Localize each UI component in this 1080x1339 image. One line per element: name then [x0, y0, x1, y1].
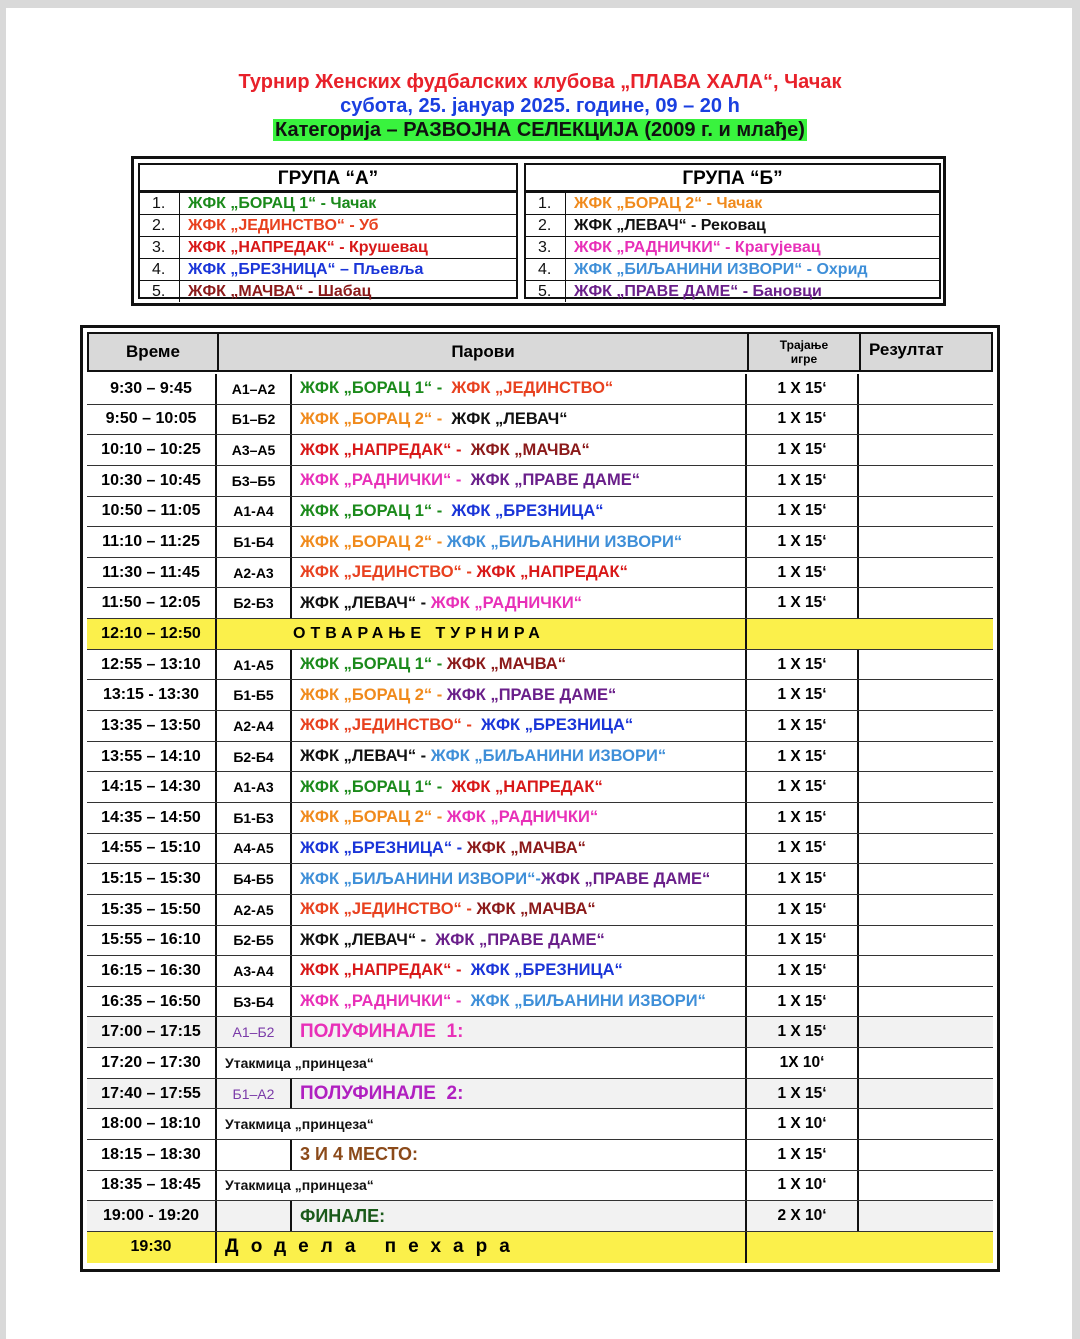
match-code-cell: А1-А3 [217, 772, 292, 802]
pairs-cell [292, 374, 747, 404]
time-cell: 13:35 – 13:50 [87, 711, 217, 741]
time-cell: 10:50 – 11:05 [87, 497, 217, 527]
time-cell: 17:20 – 17:30 [87, 1048, 217, 1078]
table-row [87, 405, 993, 436]
time-cell: 18:00 – 18:10 [87, 1109, 217, 1139]
header-duration [749, 334, 861, 370]
duration-cell: 1 X 15‘ [747, 374, 859, 404]
time-cell: 11:10 – 11:25 [87, 527, 217, 557]
team-number: 5. [526, 281, 566, 302]
team-name: ЖФК „БРЕЗНИЦА“ – Пљевља [188, 261, 424, 278]
header-time: Време [89, 334, 219, 370]
pairs-cell [292, 895, 747, 925]
header-duration-l2: игре [790, 352, 818, 366]
duration-cell: 1 X 15‘ [747, 926, 859, 956]
match-code-cell: Б1-Б3 [217, 803, 292, 833]
match-code-cell: А1–А2 [217, 374, 292, 404]
pairs-cell [292, 834, 747, 864]
team-away: ЖФК „НАПРЕДАК“ [476, 563, 628, 582]
team-name: ЖФК „БИЉАНИНИ ИЗВОРИ“ - Охрид [574, 261, 868, 278]
team-away: ЖФК „МАЧВА“ [466, 838, 586, 857]
pairs-cell [292, 680, 747, 710]
duration-cell: 1 X 15‘ [747, 558, 859, 588]
result-cell [859, 527, 993, 557]
table-row [87, 1048, 993, 1079]
time-cell: 9:30 – 9:45 [87, 374, 217, 404]
pairs-cell [292, 956, 747, 986]
duration-cell: 1 X 15‘ [747, 803, 859, 833]
result-cell [859, 987, 993, 1017]
groups-table [131, 156, 946, 306]
duration-cell: 1 X 15‘ [747, 1079, 859, 1109]
result-cell [859, 742, 993, 772]
table-row [87, 926, 993, 957]
team-away: ЖФК „ПРАВЕ ДАМЕ“ [446, 685, 617, 704]
match-code-cell: А1-А4 [217, 497, 292, 527]
team-name: ЖФК „ЛЕВАЧ“ - Рековац [574, 217, 766, 234]
team-home: ЖФК „БОРАЦ 2“ - [300, 808, 447, 827]
team-home: ЖФК „ЛЕВАЧ“ - [300, 930, 431, 949]
team-home: ЖФК „БИЉАНИНИ ИЗВОРИ“- [300, 869, 541, 888]
table-row [87, 895, 993, 926]
team-name: ЖФК „ЈЕДИНСТВО“ - Уб [188, 217, 379, 234]
table-row [87, 558, 993, 589]
table-row [87, 772, 993, 803]
duration-cell: 1 X 15‘ [747, 1017, 859, 1047]
match-code-cell: Б4-Б5 [217, 864, 292, 894]
result-cell [859, 374, 993, 404]
group-team-row [140, 214, 516, 236]
team-away: ЖФК „ПРАВЕ ДАМЕ“ [430, 930, 605, 949]
pairs-cell [292, 1079, 747, 1109]
team-away: ЖФК „МАЧВА“ [466, 440, 590, 459]
opening-cell: ОТВАРАЊЕ ТУРНИРА [217, 619, 747, 649]
pairs-cell [292, 987, 747, 1017]
team-away: ЖФК „МАЧВА“ [446, 655, 566, 674]
group-a [138, 163, 518, 299]
duration-cell: 1 X 15‘ [747, 650, 859, 680]
match-code-cell: Б1–Б2 [217, 405, 292, 435]
result-cell [859, 895, 993, 925]
time-cell: 15:35 – 15:50 [87, 895, 217, 925]
pairs-cell [292, 497, 747, 527]
table-row [87, 987, 993, 1018]
tournament-date: субота, 25. јануар 2025. године, 09 – 20 h [340, 95, 740, 117]
result-cell [859, 711, 993, 741]
header-result: Резултат [869, 340, 944, 359]
team-away: ЖФК „ПРАВЕ ДАМЕ“ [465, 471, 640, 490]
match-code-cell: Б2-Б5 [217, 926, 292, 956]
duration-cell: 1 X 15‘ [747, 834, 859, 864]
table-row [87, 742, 993, 773]
team-away: ЖФК „БИЉАНИНИ ИЗВОРИ“ [446, 532, 683, 551]
stage-label: ПОЛУФИНАЛЕ 1: [300, 1021, 464, 1043]
result-cell [859, 956, 993, 986]
duration-cell: 1 X 15‘ [747, 742, 859, 772]
time-cell: 18:35 – 18:45 [87, 1171, 217, 1201]
team-away: ЖФК „БРЕЗНИЦА“ [466, 961, 623, 980]
table-row [87, 435, 993, 466]
result-cell [859, 497, 993, 527]
match-code-cell: А4-А5 [217, 834, 292, 864]
stage-label: ПОЛУФИНАЛЕ 2: [300, 1082, 464, 1104]
team-home: ЖФК „НАПРЕДАК“ - [300, 961, 467, 980]
team-away: ЖФК „РАДНИЧКИ“ [430, 593, 583, 612]
team-number: 2. [526, 215, 566, 236]
note-cell: Утакмица „принцеза“ [217, 1048, 747, 1078]
team-home: ЖФК „ЈЕДИНСТВО“ - [300, 900, 477, 919]
table-row [87, 1109, 993, 1140]
team-number: 3. [140, 237, 180, 258]
result-cell [859, 1232, 993, 1263]
pairs-cell [292, 1201, 747, 1231]
time-cell: 12:55 – 13:10 [87, 650, 217, 680]
team-away: ЖФК „БРЕЗНИЦА“ [476, 716, 634, 735]
duration-cell: 1 X 15‘ [747, 987, 859, 1017]
match-code-cell: Б1-Б4 [217, 527, 292, 557]
result-cell [859, 1140, 993, 1170]
team-number: 2. [140, 215, 180, 236]
match-code-cell: А1-А5 [217, 650, 292, 680]
duration-cell: 1 X 15‘ [747, 864, 859, 894]
table-row [87, 588, 993, 619]
group-b-list [526, 193, 939, 302]
team-number: 4. [526, 259, 566, 280]
duration-cell: 1 X 15‘ [747, 956, 859, 986]
team-home: ЖФК „ЈЕДИНСТВО“ - [300, 716, 477, 735]
match-code-cell: Б2-Б3 [217, 588, 292, 618]
duration-cell: 1 X 15‘ [747, 588, 859, 618]
table-row [87, 680, 993, 711]
pairs-cell [292, 772, 747, 802]
result-cell [859, 1109, 993, 1139]
team-number: 4. [140, 259, 180, 280]
pairs-cell [292, 1140, 747, 1170]
pairs-cell [292, 742, 747, 772]
match-code-cell: А3–А5 [217, 435, 292, 465]
table-row [87, 466, 993, 497]
time-cell: 13:15 - 13:30 [87, 680, 217, 710]
group-team-row [526, 193, 939, 214]
category-highlight: Категорија – РАЗВОЈНА СЕЛЕКЦИЈА (2009 г. и млађе) [275, 119, 805, 141]
team-name: ЖФК „БОРАЦ 1“ - Чачак [188, 195, 377, 212]
table-row [87, 619, 993, 650]
table-row [87, 650, 993, 681]
table-row [87, 1171, 993, 1202]
tournament-title: Турнир Женских фудбалских клубова „ПЛАВА ХАЛА“, Чачак [238, 71, 842, 93]
team-home: ЖФК „БОРАЦ 1“ - [300, 655, 447, 674]
result-cell [859, 1048, 993, 1078]
group-a-list [140, 193, 516, 302]
team-home: ЖФК „НАПРЕДАК“ - [300, 440, 467, 459]
team-home: ЖФК „БОРАЦ 2“ - [300, 532, 447, 551]
schedule-rows [87, 374, 993, 1263]
schedule-table [80, 325, 1000, 1272]
team-away: ЖФК „ЈЕДИНСТВО“ [446, 379, 614, 398]
note-cell: Утакмица „принцеза“ [217, 1171, 747, 1201]
duration-cell: 1 X 15‘ [747, 435, 859, 465]
match-code-cell: Б1–А2 [217, 1079, 292, 1109]
team-home: ЖФК „ЛЕВАЧ“ - [300, 593, 431, 612]
group-b [524, 163, 941, 299]
time-cell: 16:35 – 16:50 [87, 987, 217, 1017]
team-home: ЖФК „ЈЕДИНСТВО“ - [300, 563, 477, 582]
time-cell: 9:50 – 10:05 [87, 405, 217, 435]
pairs-cell [292, 558, 747, 588]
time-cell: 15:55 – 16:10 [87, 926, 217, 956]
result-cell [859, 1171, 993, 1201]
table-row [87, 497, 993, 528]
time-cell: 17:40 – 17:55 [87, 1079, 217, 1109]
group-team-row [140, 193, 516, 214]
duration-cell: 1 X 15‘ [747, 1140, 859, 1170]
time-cell: 14:35 – 14:50 [87, 803, 217, 833]
team-name: ЖФК „МАЧВА“ - Шабац [188, 283, 372, 300]
team-away: ЖФК „БИЉАНИНИ ИЗВОРИ“ [465, 992, 706, 1011]
time-cell: 10:30 – 10:45 [87, 466, 217, 496]
stage-label: 3 И 4 МЕСТО: [300, 1144, 419, 1165]
header-duration-l1: Трајање [779, 338, 829, 352]
team-home: ЖФК „БОРАЦ 2“ - [300, 409, 447, 428]
duration-cell: 1X 10‘ [747, 1048, 859, 1078]
group-team-row [526, 258, 939, 280]
pairs-cell [292, 435, 747, 465]
team-name: ЖФК „НАПРЕДАК“ - Крушевац [188, 239, 428, 256]
team-away: ЖФК „ПРАВЕ ДАМЕ“ [540, 869, 711, 888]
pairs-cell [292, 926, 747, 956]
time-cell: 16:15 – 16:30 [87, 956, 217, 986]
pairs-cell [292, 864, 747, 894]
table-row [87, 1140, 993, 1171]
team-away: ЖФК „БИЉАНИНИ ИЗВОРИ“ [430, 747, 667, 765]
team-number: 1. [140, 193, 180, 214]
group-team-row [140, 236, 516, 258]
award-cell: Додела пехара [217, 1232, 747, 1263]
team-name: ЖФК „ПРАВЕ ДАМЕ“ - Бановци [574, 283, 822, 300]
group-team-row [140, 258, 516, 280]
team-name: ЖФК „БОРАЦ 2“ - Чачак [574, 195, 763, 212]
match-code-cell [217, 1201, 292, 1231]
duration-cell: 1 X 15‘ [747, 405, 859, 435]
pairs-cell [292, 711, 747, 741]
result-cell [859, 558, 993, 588]
match-code-cell: А2-А3 [217, 558, 292, 588]
result-cell [859, 588, 993, 618]
match-code-cell [217, 1140, 292, 1170]
time-cell: 19:00 - 19:20 [87, 1201, 217, 1231]
tournament-category [0, 118, 1080, 142]
time-cell: 15:15 – 15:30 [87, 864, 217, 894]
time-cell: 17:00 – 17:15 [87, 1017, 217, 1047]
group-a-title: ГРУПА “А” [140, 165, 516, 193]
time-cell: 11:30 – 11:45 [87, 558, 217, 588]
team-home: ЖФК „РАДНИЧКИ“ - [300, 992, 466, 1011]
duration-cell: 1 X 15‘ [747, 527, 859, 557]
team-home: ЖФК „БОРАЦ 2“ - [300, 685, 447, 704]
match-code-cell: Б3-Б4 [217, 987, 292, 1017]
group-b-title: ГРУПА “Б” [526, 165, 939, 193]
result-cell [859, 803, 993, 833]
duration-cell: 2 X 10‘ [747, 1201, 859, 1231]
time-cell: 13:55 – 14:10 [87, 742, 217, 772]
team-home: ЖФК „ЛЕВАЧ“ - [300, 747, 431, 765]
duration-cell: 1 X 15‘ [747, 711, 859, 741]
result-cell [859, 619, 993, 649]
group-team-row [526, 280, 939, 302]
match-code-cell: А2-А4 [217, 711, 292, 741]
table-row [87, 1232, 993, 1263]
result-cell [859, 926, 993, 956]
match-code-cell: Б3–Б5 [217, 466, 292, 496]
duration-cell: 1 X 15‘ [747, 466, 859, 496]
result-cell [859, 1017, 993, 1047]
table-row [87, 803, 993, 834]
table-row [87, 1201, 993, 1232]
result-cell [859, 435, 993, 465]
header-pairs: Парови [219, 334, 749, 370]
duration-cell [747, 1232, 859, 1263]
duration-cell: 1 X 15‘ [747, 497, 859, 527]
result-cell [859, 1201, 993, 1231]
result-cell [859, 466, 993, 496]
pairs-cell [292, 588, 747, 618]
group-team-row [140, 280, 516, 302]
note-cell: Утакмица „принцеза“ [217, 1109, 747, 1139]
team-away: ЖФК „БРЕЗНИЦА“ [446, 501, 604, 520]
team-number: 1. [526, 193, 566, 214]
team-home: ЖФК „БОРАЦ 1“ - [300, 379, 447, 398]
team-home: ЖФК „БОРАЦ 1“ - [300, 501, 447, 520]
team-away: ЖФК „МАЧВА“ [476, 900, 596, 919]
result-cell [859, 772, 993, 802]
match-code-cell: Б1-Б5 [217, 680, 292, 710]
team-away: ЖФК „РАДНИЧКИ“ [446, 808, 599, 827]
table-row [87, 956, 993, 987]
duration-cell: 1 X 10‘ [747, 1171, 859, 1201]
team-number: 3. [526, 237, 566, 258]
pairs-cell [292, 405, 747, 435]
table-row [87, 864, 993, 895]
duration-cell: 1 X 15‘ [747, 680, 859, 710]
time-cell: 18:15 – 18:30 [87, 1140, 217, 1170]
match-code-cell: Б2-Б4 [217, 742, 292, 772]
table-row [87, 1017, 993, 1048]
pairs-cell [292, 1017, 747, 1047]
schedule-header [87, 332, 993, 372]
time-cell: 14:15 – 14:30 [87, 772, 217, 802]
team-away: ЖФК „НАПРЕДАК“ [446, 777, 603, 796]
team-number: 5. [140, 281, 180, 302]
table-row [87, 834, 993, 865]
pairs-cell [292, 803, 747, 833]
table-row [87, 711, 993, 742]
time-cell: 14:55 – 15:10 [87, 834, 217, 864]
result-cell [859, 405, 993, 435]
time-cell: 11:50 – 12:05 [87, 588, 217, 618]
group-team-row [526, 214, 939, 236]
result-cell [859, 650, 993, 680]
team-home: ЖФК „БРЕЗНИЦА“ - [300, 838, 467, 857]
pairs-cell [292, 466, 747, 496]
duration-cell [747, 619, 859, 649]
team-home: ЖФК „БОРАЦ 1“ - [300, 777, 447, 796]
time-cell: 10:10 – 10:25 [87, 435, 217, 465]
result-cell [859, 1079, 993, 1109]
duration-cell: 1 X 15‘ [747, 895, 859, 925]
team-name: ЖФК „РАДНИЧКИ“ - Крагујевац [574, 239, 821, 256]
team-home: ЖФК „РАДНИЧКИ“ - [300, 471, 466, 490]
stage-label: ФИНАЛЕ: [300, 1205, 386, 1226]
match-code-cell: А1–Б2 [217, 1017, 292, 1047]
duration-cell: 1 X 15‘ [747, 772, 859, 802]
match-code-cell: А2-А5 [217, 895, 292, 925]
team-away: ЖФК „ЛЕВАЧ“ [446, 409, 568, 428]
table-row [87, 374, 993, 405]
pairs-cell [292, 527, 747, 557]
pairs-cell [292, 650, 747, 680]
table-row [87, 1079, 993, 1110]
duration-cell: 1 X 10‘ [747, 1109, 859, 1139]
result-cell [859, 680, 993, 710]
time-cell: 12:10 – 12:50 [87, 619, 217, 649]
group-team-row [526, 236, 939, 258]
time-cell: 19:30 [87, 1232, 217, 1263]
table-row [87, 527, 993, 558]
result-cell [859, 834, 993, 864]
match-code-cell: А3-А4 [217, 956, 292, 986]
result-cell [859, 864, 993, 894]
